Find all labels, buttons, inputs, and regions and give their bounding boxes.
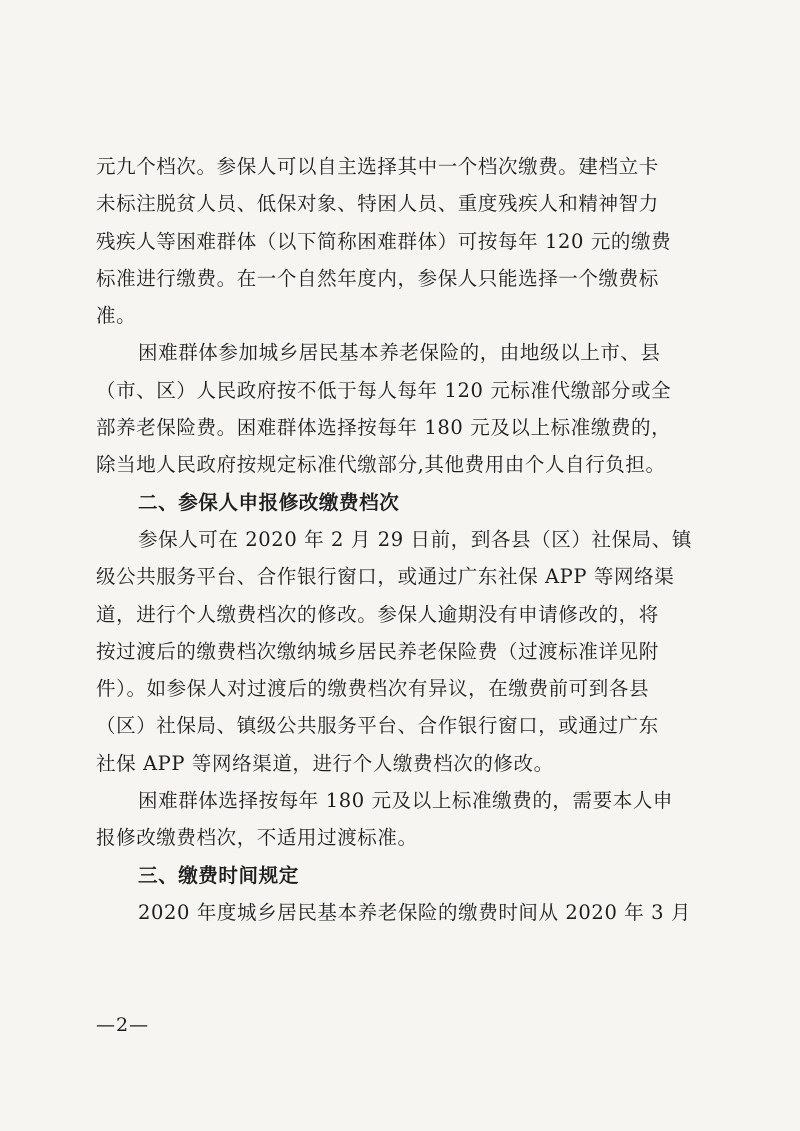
document-body (96, 148, 706, 931)
text-line: 未标注脱贫人员、低保对象、特困人员、重度残疾人和精神智力 (96, 192, 659, 216)
text-line: 按过渡后的缴费档次缴纳城乡居民养老保险费（过渡标准详见附 (96, 639, 659, 663)
text-line: （市、区）人民政府按不低于每人每年 120 元标准代缴部分或全 (96, 378, 672, 402)
section-heading: 二、参保人申报修改缴费档次 (138, 490, 400, 514)
text-line: 准。 (96, 304, 137, 328)
text-line: 级公共服务平台、合作银行窗口，或通过广东社保 APP 等网络渠 (96, 565, 675, 589)
text-line: 道，进行个人缴费档次的修改。参保人逾期没有申请修改的，将 (96, 602, 659, 626)
text-line: （区）社保局、镇级公共服务平台、合作银行窗口，或通过广东 (96, 714, 659, 738)
section-heading: 三、缴费时间规定 (138, 863, 299, 887)
text-line: 2020 年度城乡居民基本养老保险的缴费时间从 2020 年 3 月 (138, 900, 692, 924)
text-line: 社保 APP 等网络渠道，进行个人缴费档次的修改。 (96, 751, 554, 775)
text-line: 件）。如参保人对过渡后的缴费档次有异议，在缴费前可到各县 (96, 677, 650, 701)
text-line: 元九个档次。参保人可以自主选择其中一个档次缴费。建档立卡 (96, 155, 659, 178)
text-line: 标准进行缴费。在一个自然年度内，参保人只能选择一个缴费标 (96, 266, 659, 290)
text-line: 残疾人等困难群体（以下简称困难群体）可按每年 120 元的缴费 (96, 229, 672, 253)
page-number: —2— (96, 1014, 150, 1036)
text-line: 部养老保险费。困难群体选择按每年 180 元及以上标准缴费的， (96, 416, 672, 440)
text-line: 参保人可在 2020 年 2 月 29 日前，到各县（区）社保局、镇 (138, 527, 692, 551)
text-line: 除当地人民政府按规定标准代缴部分,其他费用由个人自行负担。 (96, 453, 666, 477)
text-line: 困难群体选择按每年 180 元及以上标准缴费的，需要本人申 (138, 789, 674, 813)
text-line: 困难群体参加城乡居民基本养老保险的，由地级以上市、县 (138, 341, 661, 365)
text-line: 报修改缴费档次，不适用过渡标准。 (96, 826, 418, 850)
